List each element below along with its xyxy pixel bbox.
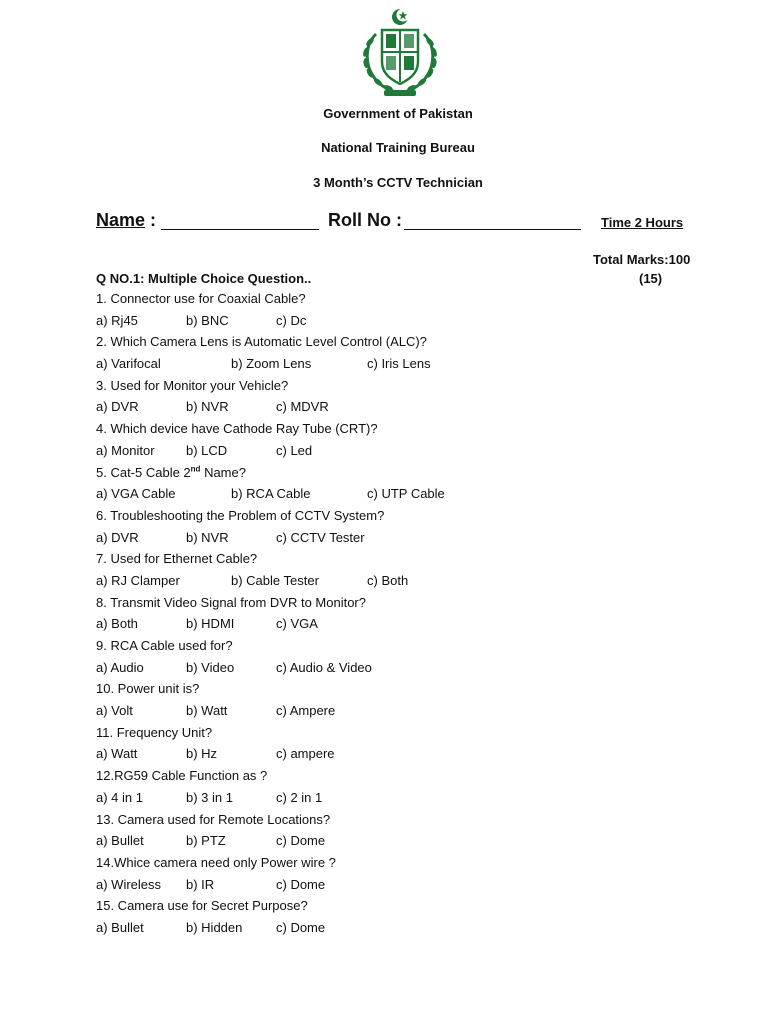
option-a[interactable]: a) 4 in 1 (96, 789, 143, 805)
option-c[interactable]: c) Audio & Video (276, 659, 372, 675)
name-colon: : (145, 210, 157, 230)
question-superscript: nd (190, 464, 201, 474)
header-course: 3 Month’s CCTV Technician (313, 175, 483, 190)
question-3 (96, 375, 716, 397)
question-text: 12.RG59 Cable Function as ? (96, 768, 268, 784)
question-text: 5. Cat-5 Cable 2 (96, 464, 191, 480)
question-15 (96, 895, 716, 917)
options-row-14 (96, 874, 716, 896)
roll-field[interactable] (404, 229, 581, 230)
options-row-7 (96, 570, 716, 592)
option-b[interactable]: b) Zoom Lens (231, 356, 312, 372)
option-b[interactable]: b) Hidden (186, 919, 243, 935)
option-b[interactable]: b) Video (186, 659, 235, 675)
options-row-15 (96, 917, 716, 939)
option-a[interactable]: a) Varifocal (96, 356, 161, 372)
question-text: 6. Troubleshooting the Problem of CCTV System? (96, 507, 385, 523)
option-b[interactable]: b) LCD (186, 442, 228, 458)
name-label: Name (96, 210, 146, 230)
option-a[interactable]: a) Monitor (96, 442, 155, 458)
name-label-group (96, 210, 156, 231)
option-a[interactable]: a) Watt (96, 746, 138, 762)
options-row-5 (96, 483, 716, 505)
question-4 (96, 418, 716, 440)
options-row-13 (96, 830, 716, 852)
question-9 (96, 635, 716, 657)
question-text: 9. RCA Cable used for? (96, 638, 233, 653)
option-b[interactable]: b) Watt (186, 703, 228, 719)
option-c[interactable]: c) 2 in 1 (276, 789, 323, 805)
option-b[interactable]: b) Cable Tester (231, 572, 319, 588)
section-title: Q NO.1: Multiple Choice Question.. (96, 271, 312, 286)
header-org: Government of Pakistan (323, 106, 473, 121)
option-b[interactable]: b) PTZ (186, 833, 226, 849)
question-text: 3. Used for Monitor your Vehicle? (96, 377, 289, 393)
name-field[interactable] (161, 229, 319, 230)
option-c[interactable]: c) Dc (276, 312, 307, 328)
option-c[interactable]: c) Iris Lens (367, 356, 431, 372)
option-a[interactable]: a) DVR (96, 399, 139, 415)
question-text: 11. Frequency Unit? (96, 724, 213, 740)
question-text: 10. Power unit is? (96, 681, 200, 697)
question-6 (96, 505, 716, 527)
section-marks: (15) (639, 271, 663, 286)
option-c[interactable]: c) Led (276, 442, 313, 458)
options-row-2 (96, 353, 716, 375)
total-marks: Total Marks:100 (593, 252, 691, 267)
question-text: 13. Camera used for Remote Locations? (96, 811, 331, 827)
option-a[interactable]: a) Bullet (96, 919, 144, 935)
option-c[interactable]: c) Ampere (276, 703, 336, 719)
question-text: 15. Camera use for Secret Purpose? (96, 898, 308, 914)
option-c[interactable]: c) Dome (276, 919, 326, 935)
option-b[interactable]: b) NVR (186, 529, 229, 545)
option-c[interactable]: c) Dome (276, 876, 326, 892)
question-list (96, 288, 716, 939)
option-a[interactable]: a) Rj45 (96, 312, 138, 328)
options-row-9 (96, 657, 716, 679)
options-row-4 (96, 440, 716, 462)
option-b[interactable]: b) Hz (186, 746, 218, 762)
question-13 (96, 809, 716, 831)
question-text: 4. Which device have Cathode Ray Tube (CRT)? (96, 421, 378, 437)
roll-label: Roll No : (328, 210, 402, 230)
option-a[interactable]: a) Volt (96, 703, 133, 719)
question-7 (96, 548, 716, 570)
question-text: 2. Which Camera Lens is Automatic Level Control (ALC)? (96, 334, 427, 350)
question-8 (96, 592, 716, 614)
option-b[interactable]: b) IR (186, 876, 215, 892)
options-row-1 (96, 310, 716, 332)
question-text: 8. Transmit Video Signal from DVR to Monitor? (96, 594, 366, 610)
option-b[interactable]: b) BNC (186, 312, 229, 328)
option-b[interactable]: b) RCA Cable (231, 486, 311, 502)
option-a[interactable]: a) Bullet (96, 833, 144, 849)
option-a[interactable]: a) DVR (96, 529, 139, 545)
question-2 (96, 331, 716, 353)
option-c[interactable]: c) MDVR (276, 399, 329, 415)
option-c[interactable]: c) UTP Cable (367, 486, 445, 502)
time-label: Time 2 Hours (601, 215, 684, 230)
header-bureau: National Training Bureau (321, 140, 475, 155)
options-row-12 (96, 787, 716, 809)
options-row-10 (96, 700, 716, 722)
option-a[interactable]: a) Wireless (96, 876, 162, 892)
option-a[interactable]: a) VGA Cable (96, 486, 176, 502)
question-11 (96, 722, 716, 744)
question-text: 7. Used for Ethernet Cable? (96, 551, 258, 567)
option-c[interactable]: c) CCTV Tester (276, 529, 365, 545)
question-text: 1. Connector use for Coaxial Cable? (96, 291, 306, 306)
question-text-after: Name? (200, 464, 246, 480)
question-12 (96, 765, 716, 787)
options-row-6 (96, 527, 716, 549)
option-b[interactable]: b) 3 in 1 (186, 789, 233, 805)
option-a[interactable]: a) RJ Clamper (96, 572, 180, 588)
option-b[interactable]: b) NVR (186, 399, 229, 415)
option-c[interactable]: c) Dome (276, 833, 326, 849)
question-1 (96, 288, 716, 310)
option-c[interactable]: c) Both (367, 572, 409, 588)
option-a[interactable]: a) Both (96, 616, 138, 632)
state-emblem (356, 6, 444, 100)
question-10 (96, 678, 716, 700)
option-c[interactable]: c) ampere (276, 746, 335, 762)
option-c[interactable]: c) VGA (276, 616, 318, 632)
options-row-8 (96, 613, 716, 635)
question-14 (96, 852, 716, 874)
question-5 (96, 462, 716, 484)
options-row-11 (96, 743, 716, 765)
option-a[interactable]: a) Audio (96, 659, 144, 675)
student-info-row (96, 208, 696, 236)
question-text: 14.Whice camera need only Power wire ? (96, 854, 336, 870)
option-b[interactable]: b) HDMI (186, 616, 235, 632)
options-row-3 (96, 396, 716, 418)
